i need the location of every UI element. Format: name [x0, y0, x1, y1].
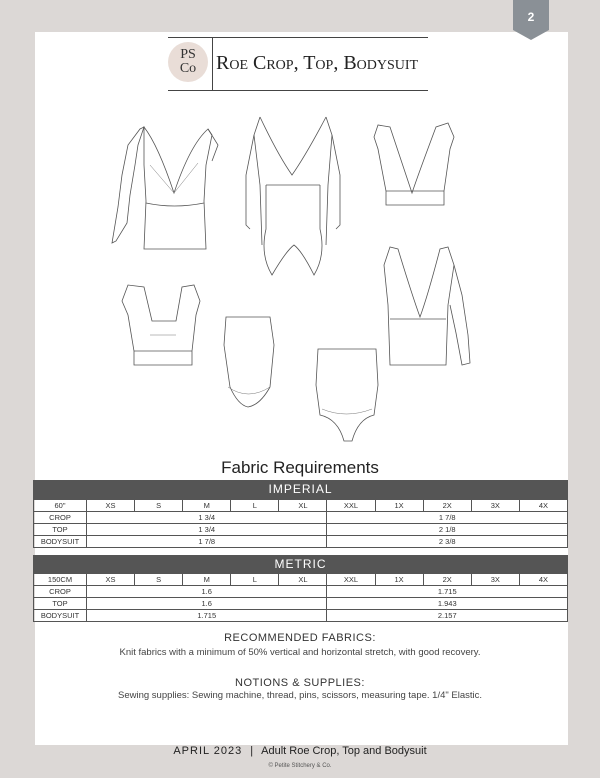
table-row [34, 524, 568, 536]
drawing-crop-back [122, 285, 200, 365]
size-cell: XS [87, 574, 135, 586]
table-row [34, 500, 568, 512]
recommended-fabrics-title: RECOMMENDED FABRICS: [224, 632, 376, 644]
psco-logo: PS Co [168, 42, 208, 82]
technical-drawings [100, 105, 500, 450]
size-cell: XL [279, 500, 327, 512]
notions-body: Sewing supplies: Sewing machine, thread, pins, scissors, measuring tape. 1/4" Elastic. [117, 690, 483, 701]
row-label: TOP [34, 524, 87, 536]
size-cell: L [231, 574, 279, 586]
size-cell: 4X [519, 500, 567, 512]
imperial-header-bar: IMPERIAL [33, 480, 568, 499]
row-label: CROP [34, 586, 87, 598]
size-cell: L [231, 500, 279, 512]
value-cell: 2 1/8 [327, 524, 568, 536]
width-label: 60" [34, 500, 87, 512]
imperial-table [33, 499, 568, 548]
drawing-long-sleeve-top [112, 127, 218, 249]
size-cell: S [135, 574, 183, 586]
table-row [34, 512, 568, 524]
value-cell: 1 7/8 [87, 536, 327, 548]
size-cell: XXL [327, 500, 375, 512]
size-cell: 3X [471, 500, 519, 512]
value-cell: 1.715 [327, 586, 568, 598]
size-cell: M [183, 500, 231, 512]
metric-table [33, 573, 568, 622]
width-label: 150CM [34, 574, 87, 586]
header-title: Roe Crop, Top, Bodysuit [216, 52, 419, 74]
row-label: BODYSUIT [34, 536, 87, 548]
table-row [34, 586, 568, 598]
drawing-sleeveless-crop [374, 123, 454, 205]
value-cell: 1.6 [87, 598, 327, 610]
size-cell: 4X [519, 574, 567, 586]
size-cell: S [135, 500, 183, 512]
pattern-header [168, 37, 428, 91]
size-cell: XL [279, 574, 327, 586]
footer-date: APRIL 2023 [173, 745, 243, 757]
size-cell: 1X [375, 574, 423, 586]
drawing-long-sleeve-bodysuit [246, 117, 340, 275]
value-cell: 1 3/4 [87, 512, 327, 524]
size-cell: 3X [471, 574, 519, 586]
footer-title: Adult Roe Crop, Top and Bodysuit [261, 745, 427, 757]
value-cell: 1 3/4 [87, 524, 327, 536]
drawing-bodysuit-back [224, 317, 274, 407]
value-cell: 2.157 [327, 610, 568, 622]
size-cell: XXL [327, 574, 375, 586]
row-label: TOP [34, 598, 87, 610]
value-cell: 1 7/8 [327, 512, 568, 524]
size-cell: 1X [375, 500, 423, 512]
row-label: CROP [34, 512, 87, 524]
fabric-requirements-title: Fabric Requirements [221, 458, 379, 477]
value-cell: 1.943 [327, 598, 568, 610]
notions-title: NOTIONS & SUPPLIES: [235, 677, 365, 689]
recommended-fabrics-body: Knit fabrics with a minimum of 50% vertical and horizontal stretch, with good recovery. [119, 647, 481, 658]
page-number-tab [513, 0, 549, 40]
metric-header-bar: METRIC [33, 555, 568, 574]
value-cell: 1.715 [87, 610, 327, 622]
size-cell: XS [87, 500, 135, 512]
page-footer [0, 745, 600, 757]
copyright: © Petite Stitchery & Co. [268, 763, 332, 769]
drawing-bodysuit-front [316, 349, 378, 441]
value-cell: 1.6 [87, 586, 327, 598]
row-label: BODYSUIT [34, 610, 87, 622]
header-divider [212, 38, 213, 90]
table-row [34, 574, 568, 586]
table-row [34, 536, 568, 548]
table-row [34, 610, 568, 622]
footer-separator: | [250, 745, 254, 757]
value-cell: 2 3/8 [327, 536, 568, 548]
drawing-long-sleeve-top-2 [384, 247, 470, 365]
size-cell: M [183, 574, 231, 586]
table-row [34, 598, 568, 610]
page-number: 2 [527, 10, 535, 24]
size-cell: 2X [423, 500, 471, 512]
size-cell: 2X [423, 574, 471, 586]
